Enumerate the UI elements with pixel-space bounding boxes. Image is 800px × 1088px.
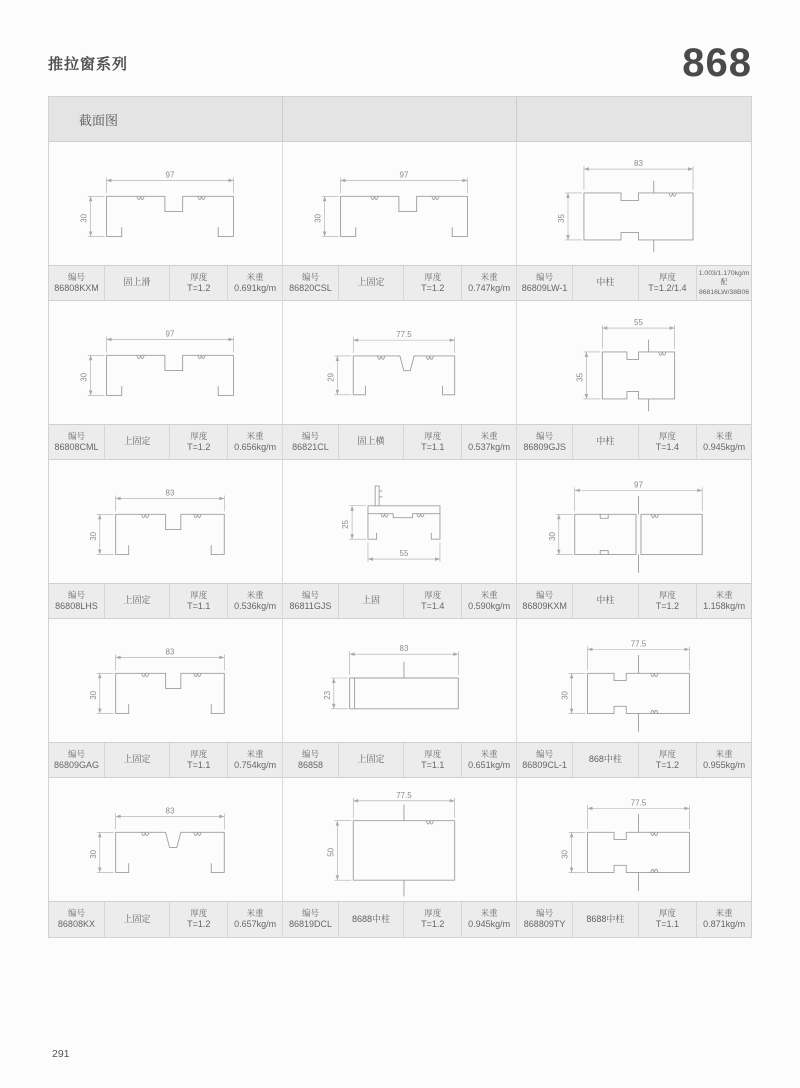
profile-id: 86808KXM [54, 282, 99, 293]
svg-text:35: 35 [575, 373, 585, 382]
profile-cell [49, 460, 283, 619]
profile-cross-section-drawing [49, 301, 282, 424]
thickness-box [404, 266, 462, 300]
profile-info-bar [517, 583, 751, 619]
profile-id: 86809CL-1 [522, 759, 567, 770]
svg-text:83: 83 [165, 488, 175, 498]
profile-name: 8688中柱 [586, 913, 625, 924]
weight-label: 米重 [246, 271, 264, 282]
drawing-area [283, 301, 516, 424]
id-label: 编号 [67, 589, 85, 600]
id-box [49, 902, 105, 937]
weight-label: 米重 [480, 430, 498, 441]
id-box [517, 743, 573, 777]
profile-thickness: T=1.4 [655, 441, 680, 452]
id-box [517, 584, 573, 618]
name-box [105, 743, 170, 777]
profile-info-bar [283, 742, 516, 778]
profile-cell [283, 778, 517, 937]
weight-box [462, 584, 516, 618]
id-label: 编号 [301, 908, 319, 919]
name-box [105, 584, 170, 618]
profile-id: 86808LHS [55, 600, 98, 611]
weight-box [228, 425, 282, 459]
weight-label: 米重 [715, 589, 733, 600]
svg-text:55: 55 [399, 549, 409, 559]
name-box [105, 902, 170, 937]
profile-cell [49, 142, 283, 301]
profile-thickness: T=1.2 [655, 759, 680, 770]
profile-row [49, 460, 751, 619]
profile-cell [283, 619, 517, 778]
profile-cross-section-drawing [49, 142, 282, 265]
thickness-label: 厚度 [424, 748, 442, 759]
profile-cross-section-drawing [283, 778, 516, 901]
section-table [48, 96, 752, 938]
profile-id: 86858 [297, 759, 323, 770]
id-box [283, 743, 339, 777]
profile-cell [49, 619, 283, 778]
thickness-label: 厚度 [424, 908, 442, 919]
profile-weight: 0.656kg/m [234, 441, 277, 452]
thickness-label: 厚度 [190, 271, 208, 282]
weight-box [462, 743, 516, 777]
drawing-area [517, 778, 751, 901]
section-header-cell [49, 97, 283, 141]
drawing-area [283, 142, 516, 265]
profile-cross-section-drawing [517, 142, 751, 265]
weight-label: 米重 [246, 589, 264, 600]
drawing-area [49, 301, 282, 424]
drawing-area [49, 778, 282, 901]
profile-cross-section-drawing [283, 619, 516, 742]
id-box [49, 266, 105, 300]
thickness-box [170, 266, 228, 300]
svg-text:97: 97 [165, 329, 175, 339]
profile-row [49, 619, 751, 778]
profile-weight: 1.158kg/m [703, 600, 746, 611]
weight-box [697, 266, 751, 300]
weight-label: 米重 [246, 908, 264, 919]
profile-name: 中柱 [596, 277, 615, 288]
profile-weight: 0.747kg/m [468, 282, 511, 293]
thickness-label: 厚度 [658, 908, 676, 919]
weight-box [462, 266, 516, 300]
profile-cross-section-drawing [517, 619, 751, 742]
profile-weight: 0.945kg/m [468, 919, 511, 930]
thickness-label: 厚度 [190, 748, 208, 759]
profile-thickness: T=1.2 [187, 441, 211, 452]
svg-text:30: 30 [88, 849, 98, 859]
profile-id: 86820CSL [289, 282, 332, 293]
profile-name: 上固 [362, 595, 381, 606]
weight-box [697, 743, 751, 777]
profile-weight: 0.537kg/m [468, 441, 511, 452]
id-label: 编号 [67, 908, 85, 919]
drawing-area [283, 778, 516, 901]
svg-text:77.5: 77.5 [396, 330, 412, 340]
profile-weight: 0.871kg/m [703, 919, 746, 930]
profile-name: 中柱 [596, 436, 615, 447]
thickness-box [639, 743, 698, 777]
profile-cross-section-drawing [49, 778, 282, 901]
svg-text:77.5: 77.5 [396, 790, 412, 800]
profile-name: 固上横 [357, 436, 385, 447]
thickness-box [170, 425, 228, 459]
profile-row [49, 142, 751, 301]
profile-name: 上固定 [123, 595, 151, 606]
thickness-box [639, 902, 698, 937]
thickness-box [170, 584, 228, 618]
svg-text:83: 83 [634, 159, 643, 169]
weight-label: 米重 [480, 589, 498, 600]
profile-id: 86809GJS [523, 441, 566, 452]
weight-box [228, 266, 282, 300]
svg-text:30: 30 [547, 532, 557, 541]
id-label: 编号 [536, 271, 554, 282]
id-box [283, 902, 339, 937]
name-box [573, 902, 639, 937]
profile-id: 868809TY [523, 919, 566, 930]
profile-thickness: T=1.2/1.4 [648, 282, 687, 293]
profile-cell [517, 142, 751, 301]
weight-box [228, 902, 282, 937]
name-box [339, 266, 404, 300]
id-label: 编号 [67, 271, 85, 282]
weight-box [228, 584, 282, 618]
weight-label: 米重 [715, 430, 733, 441]
profile-thickness: T=1.4 [421, 600, 445, 611]
weight-box [697, 425, 751, 459]
id-label: 编号 [536, 430, 554, 441]
profile-thickness: T=1.2 [187, 282, 211, 293]
svg-text:25: 25 [341, 520, 351, 529]
svg-text:30: 30 [88, 531, 98, 541]
weight-label: 米重 [715, 908, 733, 919]
series-title: 推拉窗系列 [48, 56, 129, 73]
weight-box [697, 584, 751, 618]
profile-thickness: T=1.1 [187, 759, 211, 770]
profile-info-bar [517, 742, 751, 778]
profile-info-bar [517, 901, 751, 937]
profile-info-bar [283, 583, 516, 619]
page-header [48, 41, 752, 85]
drawing-area [283, 460, 516, 583]
profile-thickness: T=1.1 [421, 441, 445, 452]
svg-text:35: 35 [557, 214, 567, 223]
profile-id: 86819DCL [288, 919, 332, 930]
profile-thickness: T=1.1 [187, 600, 211, 611]
header-cell-empty [517, 97, 751, 141]
id-label: 编号 [301, 271, 319, 282]
name-box [339, 743, 404, 777]
profile-cross-section-drawing [283, 142, 516, 265]
profile-info-bar [283, 901, 516, 937]
thickness-box [639, 425, 698, 459]
name-box [339, 425, 404, 459]
profile-cell [283, 142, 517, 301]
drawing-area [517, 460, 751, 583]
drawing-area [49, 460, 282, 583]
profile-info-bar [517, 265, 751, 301]
svg-text:83: 83 [165, 647, 175, 657]
profile-thickness: T=1.2 [421, 919, 445, 930]
drawing-area [517, 619, 751, 742]
table-header-row [49, 97, 751, 142]
id-box [517, 425, 573, 459]
profile-thickness: T=1.2 [655, 600, 680, 611]
profile-name: 8688中柱 [352, 913, 391, 924]
svg-text:30: 30 [560, 850, 570, 859]
profile-weight: 0.590kg/m [468, 600, 511, 611]
name-box [573, 743, 639, 777]
page-number: 291 [52, 1048, 70, 1060]
thickness-label: 厚度 [424, 271, 442, 282]
profile-cross-section-drawing [517, 460, 751, 583]
profile-cell [517, 460, 751, 619]
profile-weight: 1.003/1.170kg/m [698, 270, 750, 278]
id-box [517, 266, 573, 300]
profile-cell [517, 301, 751, 460]
id-box [283, 266, 339, 300]
name-box [573, 584, 639, 618]
svg-text:29: 29 [326, 372, 336, 382]
id-label: 编号 [301, 748, 319, 759]
profile-cell [49, 301, 283, 460]
profile-name: 固上滑 [123, 277, 151, 288]
id-box [49, 584, 105, 618]
weight-box [228, 743, 282, 777]
profile-name: 868中柱 [588, 754, 622, 765]
profile-cell [283, 301, 517, 460]
profile-info-bar [283, 424, 516, 460]
drawing-area [49, 619, 282, 742]
thickness-label: 厚度 [424, 430, 442, 441]
profile-cell [517, 619, 751, 778]
weight-label: 米重 [480, 908, 498, 919]
svg-text:97: 97 [399, 170, 409, 180]
profile-weight: 0.651kg/m [468, 759, 511, 770]
profile-weight: 0.945kg/m [703, 441, 746, 452]
id-label: 编号 [536, 748, 554, 759]
thickness-label: 厚度 [190, 430, 208, 441]
id-box [49, 743, 105, 777]
id-box [517, 902, 573, 937]
profile-weight: 0.955kg/m [703, 759, 746, 770]
profile-weight: 0.691kg/m [234, 282, 277, 293]
profile-info-bar [283, 265, 516, 301]
name-box [105, 266, 170, 300]
drawing-area [517, 301, 751, 424]
profile-id: 86808CML [54, 441, 99, 452]
weight-label: 米重 [480, 748, 498, 759]
profile-cell [49, 778, 283, 937]
thickness-label: 厚度 [190, 589, 208, 600]
name-box [105, 425, 170, 459]
weight-label: 米重 [715, 748, 733, 759]
profile-name: 上固定 [123, 913, 151, 924]
id-box [283, 425, 339, 459]
profile-info-bar [517, 424, 751, 460]
series-number: 868 [682, 41, 752, 85]
thickness-label: 厚度 [658, 748, 676, 759]
svg-text:23: 23 [322, 690, 332, 700]
weight-box [462, 425, 516, 459]
profile-id: 86809KXM [522, 600, 567, 611]
profile-cross-section-drawing [49, 619, 282, 742]
profile-thickness: T=1.1 [421, 759, 445, 770]
profile-thickness: T=1.2 [187, 919, 211, 930]
profile-id: 86809GAG [53, 759, 99, 770]
id-label: 编号 [536, 908, 554, 919]
svg-text:97: 97 [165, 170, 175, 180]
profile-info-bar [49, 742, 282, 778]
profile-name: 上固定 [357, 754, 385, 765]
weight-label: 米重 [246, 430, 264, 441]
drawing-area [49, 142, 282, 265]
thickness-label: 厚度 [424, 589, 442, 600]
weight-label: 米重 [480, 271, 498, 282]
profile-id: 86808KX [57, 919, 95, 930]
profile-cell [517, 778, 751, 937]
thickness-box [170, 743, 228, 777]
weight-box [697, 902, 751, 937]
profile-info-bar [49, 583, 282, 619]
svg-text:30: 30 [560, 691, 570, 700]
id-label: 编号 [536, 589, 554, 600]
profile-cross-section-drawing [283, 301, 516, 424]
id-label: 编号 [67, 430, 85, 441]
profile-name: 上固定 [123, 436, 151, 447]
thickness-box [404, 584, 462, 618]
profile-weight: 0.536kg/m [234, 600, 277, 611]
drawing-area [517, 142, 751, 265]
thickness-label: 厚度 [658, 430, 676, 441]
profile-info-bar [49, 265, 282, 301]
profile-name: 上固定 [123, 754, 151, 765]
header-cell-empty [283, 97, 517, 141]
drawing-area [283, 619, 516, 742]
name-box [573, 425, 639, 459]
thickness-box [404, 425, 462, 459]
svg-text:83: 83 [165, 806, 175, 816]
svg-text:97: 97 [634, 480, 643, 490]
profile-cross-section-drawing [517, 778, 751, 901]
svg-text:55: 55 [634, 318, 643, 328]
id-box [49, 425, 105, 459]
profile-weight: 0.754kg/m [234, 759, 277, 770]
thickness-label: 厚度 [658, 271, 676, 282]
thickness-label: 厚度 [658, 589, 676, 600]
id-label: 编号 [301, 430, 319, 441]
profile-cross-section-drawing [517, 301, 751, 424]
id-label: 编号 [67, 748, 85, 759]
profile-weight: 0.657kg/m [234, 919, 277, 930]
profile-id: 86809LW-1 [521, 282, 568, 293]
profile-info-bar [49, 901, 282, 937]
profile-name: 上固定 [357, 277, 385, 288]
profile-cross-section-drawing [283, 460, 516, 583]
thickness-box [404, 902, 462, 937]
profile-cross-section-drawing [49, 460, 282, 583]
name-box [339, 584, 404, 618]
profile-thickness: T=1.1 [655, 919, 680, 930]
profile-thickness: T=1.2 [421, 282, 445, 293]
id-box [283, 584, 339, 618]
id-label: 编号 [301, 589, 319, 600]
weight-box [462, 902, 516, 937]
svg-text:83: 83 [399, 644, 409, 654]
profile-name: 中柱 [596, 595, 615, 606]
name-box [573, 266, 639, 300]
thickness-box [639, 584, 698, 618]
section-header-label: 截面图 [79, 112, 119, 128]
thickness-box [639, 266, 698, 300]
thickness-box [170, 902, 228, 937]
svg-text:30: 30 [313, 213, 323, 223]
svg-text:30: 30 [88, 690, 98, 700]
svg-text:50: 50 [326, 847, 336, 857]
profile-weight-extra: 配86816LW/38B06 [699, 279, 750, 296]
svg-text:30: 30 [79, 213, 89, 223]
svg-text:30: 30 [79, 372, 89, 382]
thickness-label: 厚度 [190, 908, 208, 919]
svg-text:77.5: 77.5 [630, 798, 647, 808]
svg-text:77.5: 77.5 [630, 639, 647, 649]
profile-row [49, 778, 751, 937]
profile-id: 86821CL [292, 441, 329, 452]
profile-row [49, 301, 751, 460]
weight-label: 米重 [246, 748, 264, 759]
profile-info-bar [49, 424, 282, 460]
profile-id: 86811GJS [289, 600, 332, 611]
thickness-box [404, 743, 462, 777]
profile-cell [283, 460, 517, 619]
name-box [339, 902, 404, 937]
